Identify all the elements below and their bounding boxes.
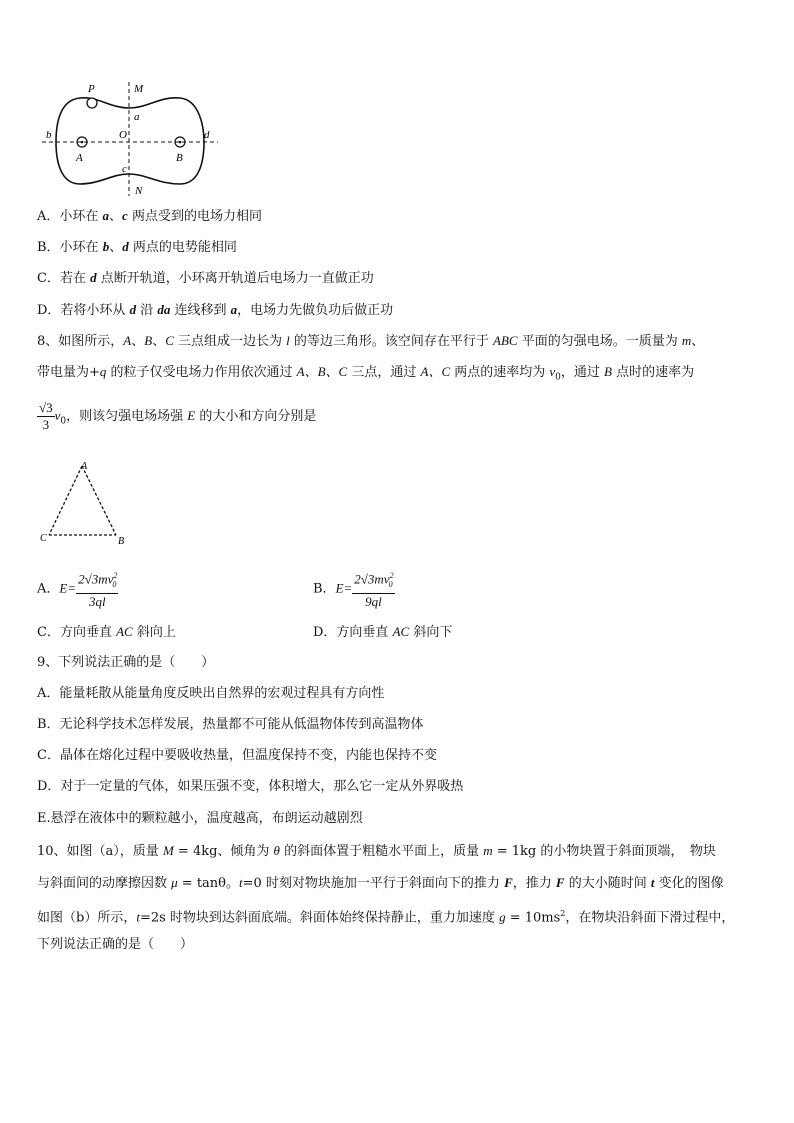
q10-stem-line2: 与斜面间的动摩擦因数 μ = tanθ。t=0 时刻对物块施加一平行于斜面向下的推力 F，推力 F 的大小随时间 t 变化的图像 bbox=[37, 875, 724, 891]
label-B: B bbox=[176, 152, 183, 164]
q10-stem-line1: 10、如图（a），质量 M = 4kg、倾角为 θ 的斜面体置于粗糙水平面上，质量 m = 1kg 的小物块置于斜面顶端， 物块 bbox=[37, 843, 716, 859]
label-M: M bbox=[134, 83, 144, 95]
tri-label-C: C bbox=[40, 533, 47, 544]
triangle-figure bbox=[36, 458, 136, 548]
q8-option-b: B．E= $\frac{2√3mv^2_0}{9ql}$ bbox=[313, 568, 395, 610]
q7-option-a: A．小环在 a、c 两点受到的电场力相同 bbox=[37, 208, 262, 224]
fraction-option-b: $\frac{2√3mv^2_0}{9ql}$ bbox=[352, 568, 394, 610]
q8-option-c: C．方向垂直 AC 斜向上 bbox=[37, 624, 176, 640]
q10-stem-line3: 如图（b）所示，t=2s 时物块到达斜面底端。斜面体始终保持静止，重力加速度 $g = 10ms^2$，在物块沿斜面下滑过程中， bbox=[37, 909, 735, 926]
q9-option-c: C．晶体在熔化过程中要吸收热量，但温度保持不变，内能也保持不变 bbox=[37, 748, 437, 763]
label-N: N bbox=[135, 185, 143, 197]
label-P: P bbox=[88, 83, 95, 95]
ring-track-figure bbox=[40, 78, 220, 200]
label-A: A bbox=[76, 152, 83, 164]
q8-option-a: A．E= $\frac{2√3mv^2_0}{3ql}$ bbox=[37, 568, 118, 610]
q9-option-e: E.悬浮在液体中的颗粒越小，温度越高，布朗运动越剧烈 bbox=[37, 811, 363, 826]
q10-stem-line4: 下列说法正确的是（ ） bbox=[37, 937, 194, 952]
label-d: d bbox=[204, 129, 210, 141]
q9-option-d: D．对于一定量的气体，如果压强不变，体积增大，那么它一定从外界吸热 bbox=[37, 779, 464, 794]
tri-label-A: A bbox=[81, 461, 88, 472]
q8-stem-line1: 8、如图所示，A、B、C 三点组成一边长为 l 的等边三角形。该空间存在平行于 ABC 平面的匀强电场。一质量为 m、 bbox=[37, 333, 705, 349]
q7-option-c: C．若在 d 点断开轨道，小环离开轨道后电场力一直做正功 bbox=[37, 270, 374, 286]
fraction-option-a: $\frac{2√3mv^2_0}{3ql}$ bbox=[76, 568, 118, 610]
label-a: a bbox=[134, 111, 140, 123]
label-O: O bbox=[119, 129, 127, 141]
q9-option-b: B．无论科学技术怎样发展，热量都不可能从低温物体传到高温物体 bbox=[37, 717, 424, 732]
fraction-sqrt3-over-3: $\frac{√3}{3}$ bbox=[39, 400, 53, 432]
label-b: b bbox=[46, 129, 52, 141]
q8-stem-line3: $\frac{√3}{3}$ $v_0$，则该匀强电场场强 E 的大小和方向分别是 bbox=[39, 400, 317, 432]
tri-label-B: B bbox=[118, 536, 125, 547]
label-c: c bbox=[122, 163, 127, 175]
q8-stem-line2: 带电量为+q 的粒子仅受电场力作用依次通过 A、B、C 三点，通过 A、C 两点的速率均为 $v_0$，通过 B 点时的速率为 bbox=[37, 364, 695, 383]
q9-stem: 9、下列说法正确的是（ ） bbox=[37, 655, 215, 670]
q8-option-d: D．方向垂直 AC 斜向下 bbox=[313, 624, 453, 640]
q7-option-b: B．小环在 b、d 两点的电势能相同 bbox=[37, 239, 237, 255]
q7-option-d: D．若将小环从 d 沿 da 连线移到 a，电场力先做负功后做正功 bbox=[37, 302, 394, 318]
q9-option-a: A．能量耗散从能量角度反映出自然界的宏观过程具有方向性 bbox=[37, 686, 385, 701]
